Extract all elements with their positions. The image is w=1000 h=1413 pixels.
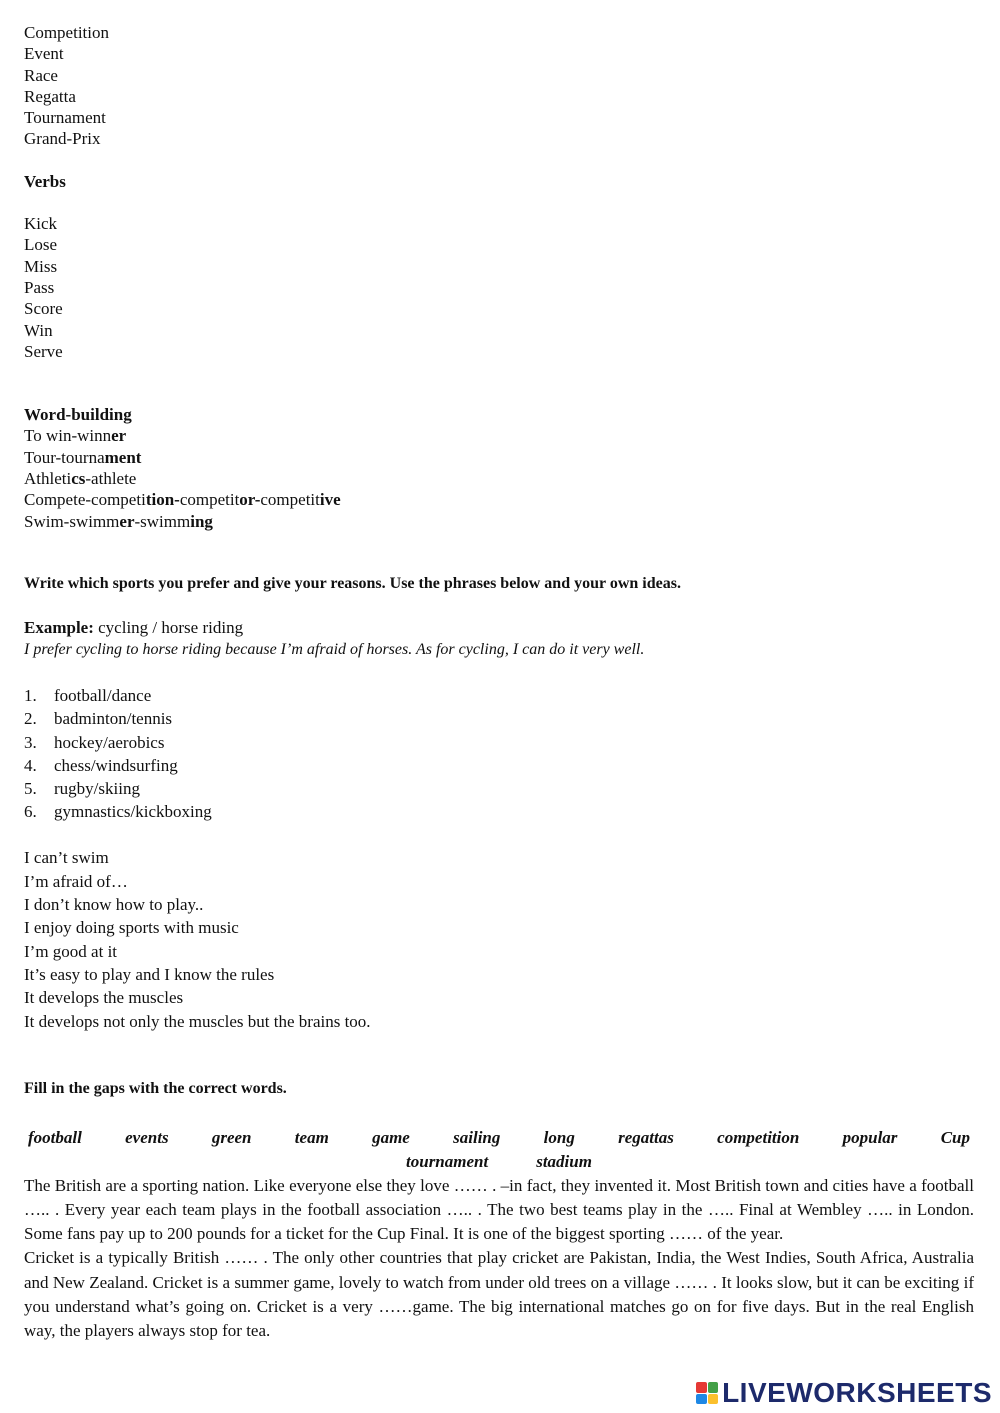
word-bank-row [24,1126,974,1150]
word-building-list [24,425,974,531]
example-answer: I prefer cycling to horse riding because I’m afraid of horses. As for cycling, I can do it very well. [24,641,645,659]
word-bank-word: competition [717,1127,800,1147]
verb-item: Kick [24,214,58,234]
phrase-item: I don’t know how to play.. [24,895,204,915]
word-bank-word: team [294,1127,329,1147]
logo-tile [696,1382,707,1393]
list-item: 2. badminton/tennis [24,709,173,729]
word-building-heading: Word-building [24,405,132,425]
word-building-line: To win-winner [24,426,127,446]
verb-item: Miss [24,256,58,276]
phrase-item: It’s easy to play and I know the rules [24,964,275,984]
word-building-line: Tour-tournament [24,447,142,467]
list-item: 4. chess/windsurfing [24,755,178,775]
word-bank-word: regattas [618,1127,674,1147]
gap-fill-paragraph: The British are a sporting nation. Like everyone else they love …… . –in fact, they invented it. Most British town and cities have a football ….. . Every year each team plays in the football association ….. . The two best teams play in the ….. Final at Wembley ….. in London. Some fans pay up to 200 pounds for a ticket for the Cup Final. It is one of the biggest sporting …… of the year. [24,1175,974,1244]
word-bank-word: tournament [406,1151,489,1171]
word-bank-word: football [28,1127,82,1147]
word-bank-word: game [372,1127,410,1147]
word-bank-word: popular [842,1127,898,1147]
word-building-line: Compete-competition-competitor-competitive [24,490,341,510]
word-bank-word: sailing [453,1127,501,1147]
word-bank-word: green [211,1127,252,1147]
phrase-item: I can’t swim [24,848,109,868]
phrase-item: I’m good at it [24,941,118,961]
logo-tile [696,1394,707,1405]
verbs-heading: Verbs [24,171,66,191]
verb-item: Score [24,299,63,319]
logo-icon [696,1382,718,1404]
list-item: 6. gymnastics/kickboxing [24,802,212,822]
example-text: cycling / horse riding [93,617,244,637]
logo-tile [708,1394,719,1405]
phrase-item: It develops the muscles [24,988,184,1008]
word-bank-word: long [543,1127,575,1147]
list-item: 5. rugby/skiing [24,779,140,799]
worksheet-page [24,22,974,1343]
noun-item: Event [24,44,64,64]
noun-item: Grand-Prix [24,129,101,149]
gap-fill-paragraph: Cricket is a typically British …… . The only other countries that play cricket are Pakistan, India, the West Indies, South Africa, Australia and New Zealand. Cricket is a summer game, lovely to watch from under old trees on a village …… . It looks slow, but it can be exciting if you understand what’s going on. Cricket is a very ……game. The big international matches go on for five days. But in the real English way, the players always stop for tea. [24,1248,974,1341]
word-building-line: Swim-swimmer-swimming [24,511,213,531]
exercise2-instruction: Fill in the gaps with the correct words. [24,1079,287,1097]
noun-item: Regatta [24,86,76,106]
example-label: Example: [24,617,94,637]
logo-text: LIVEWORKSHEETS [722,1377,992,1408]
exercise1-instruction: Write which sports you prefer and give your reasons. Use the phrases below and your own ideas. [24,574,681,592]
verb-item: Serve [24,341,63,361]
verbs-list [24,213,974,362]
verb-item: Pass [24,277,55,297]
word-building-line: Athletics-athlete [24,469,137,489]
phrase-item: It develops not only the muscles but the brains too. [24,1011,371,1031]
verb-item: Win [24,320,53,340]
list-item: 3. hockey/aerobics [24,732,165,752]
logo-tile [708,1382,719,1393]
liveworksheets-logo [696,1377,992,1409]
noun-item: Tournament [24,108,106,128]
list-item: 1. football/dance [24,686,152,706]
word-bank-word: stadium [536,1151,592,1171]
phrase-item: I enjoy doing sports with music [24,918,239,938]
word-bank-word: Cup [940,1127,970,1147]
verb-item: Lose [24,235,58,255]
noun-item: Competition [24,23,109,42]
phrase-item: I’m afraid of… [24,871,128,891]
nouns-list [24,22,974,150]
word-bank-word: events [125,1127,169,1147]
example-line [24,617,974,638]
word-bank-row [24,1150,974,1174]
sport-pairs-list [24,684,974,823]
noun-item: Race [24,65,58,85]
phrases-list [24,846,974,1032]
